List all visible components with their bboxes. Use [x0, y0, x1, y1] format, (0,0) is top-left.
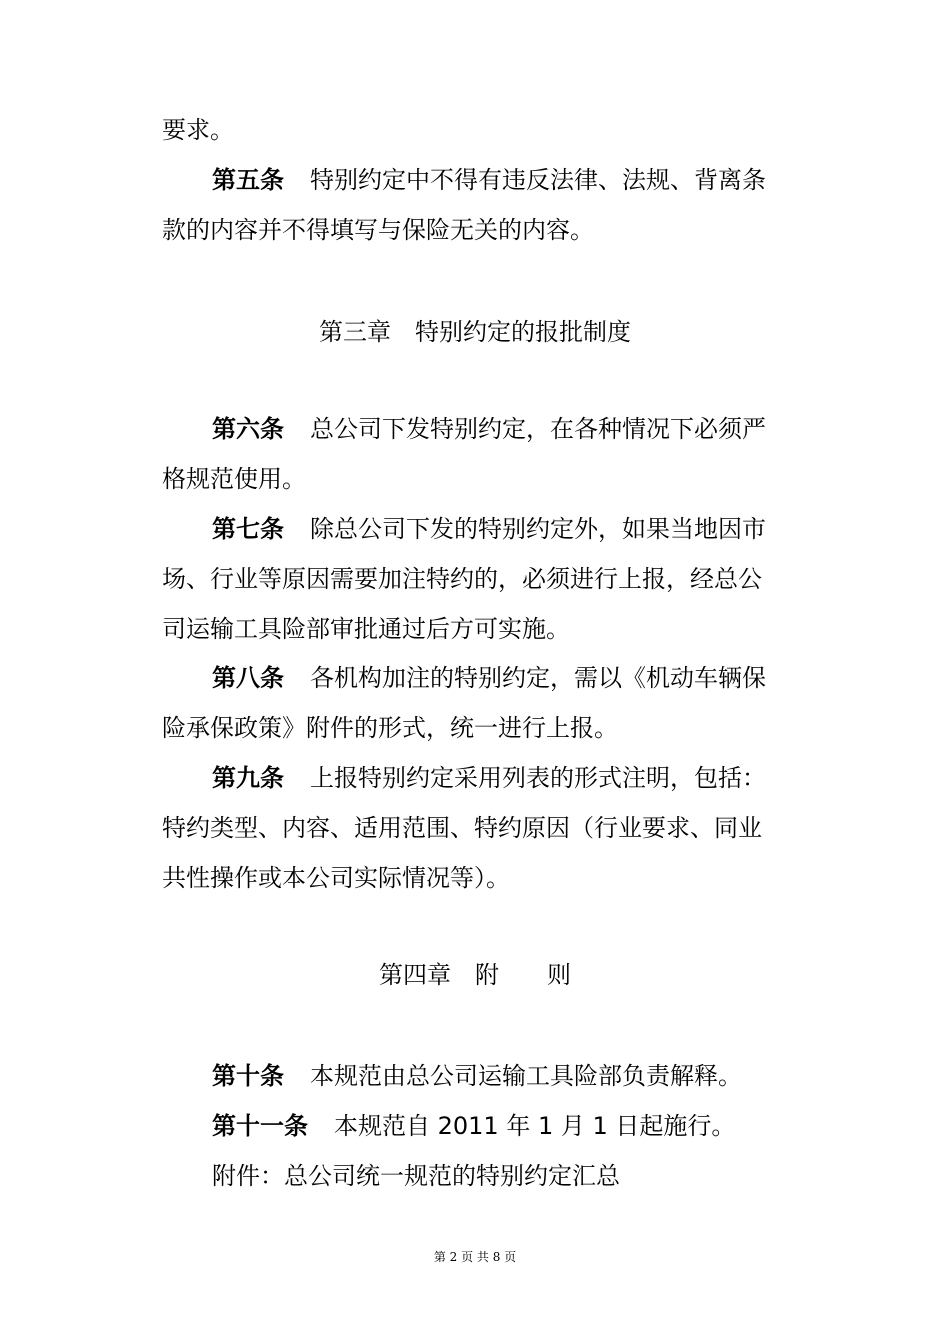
article-text: 总公司下发特别约定，在各种情况下必须严: [310, 415, 766, 443]
text-line: 司运输工具险部审批通过后方可实施。: [162, 615, 570, 643]
article-text: 上报特别约定采用列表的形式注明，包括：: [310, 764, 766, 792]
text-line: 特约类型、内容、适用范围、特约原因（行业要求、同业: [162, 814, 762, 842]
article-text: 特别约定中不得有违反法律、法规、背离条: [310, 166, 766, 194]
text-line: 险承保政策》附件的形式，统一进行上报。: [162, 714, 618, 742]
article-number: 第五条: [212, 166, 284, 194]
text-line: 要求。: [162, 116, 234, 144]
text-line: 场、行业等原因需要加注特约的，必须进行上报，经总公: [162, 565, 762, 593]
attachment-line: 附件：总公司统一规范的特别约定汇总: [212, 1162, 620, 1190]
article-number: 第六条: [212, 415, 284, 443]
article-text: 本规范由总公司运输工具险部负责解释。: [310, 1062, 742, 1090]
chapter-heading: 第四章 附 则: [379, 961, 571, 989]
article-number: 第八条: [212, 664, 284, 692]
article-text: 各机构加注的特别约定，需以《机动车辆保: [310, 664, 766, 692]
page-footer: 第 2 页 共 8 页: [433, 1250, 517, 1264]
article-11-line-1: [212, 1114, 735, 1138]
article-number: 第十一条: [212, 1112, 308, 1140]
article-9-line-1: [212, 766, 766, 790]
chapter-heading: 第三章 特别约定的报批制度: [319, 318, 631, 346]
article-number: 第七条: [212, 515, 284, 543]
article-6-line-1: [212, 417, 766, 441]
article-5-line-1: [212, 168, 766, 192]
article-number: 第九条: [212, 764, 284, 792]
article-8-line-1: [212, 666, 766, 690]
text-line: 格规范使用。: [162, 465, 306, 493]
article-text: 除总公司下发的特别约定外，如果当地因市: [310, 515, 766, 543]
article-number: 第十条: [212, 1062, 284, 1090]
text-line: 款的内容并不得填写与保险无关的内容。: [162, 216, 594, 244]
article-7-line-1: [212, 517, 766, 541]
article-text: 本规范自 2011 年 1 月 1 日起施行。: [334, 1112, 736, 1140]
text-line: 共性操作或本公司实际情况等）。: [162, 864, 510, 892]
article-10-line-1: [212, 1064, 742, 1088]
